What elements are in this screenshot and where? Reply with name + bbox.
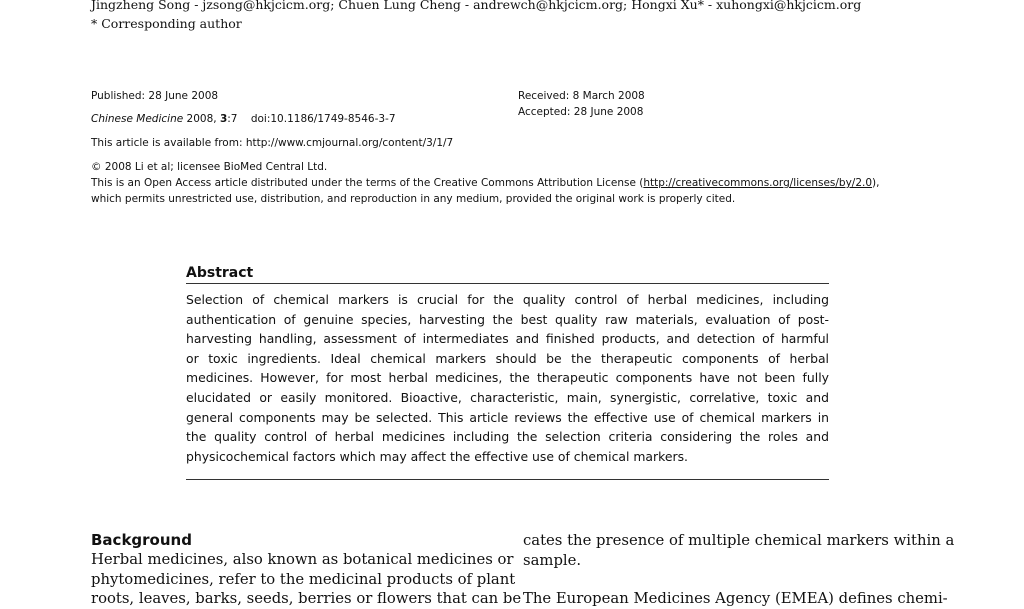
abstract-line: authentication of genuine species, harvesting the best quality raw materials, evaluation of post- — [186, 311, 829, 327]
authors-line: Jingzheng Song - jzsong@hkjcicm.org; Chuen Lung Cheng - andrewch@hkjcicm.org; Hongxi Xu* - xuhongxi@hkjcicm.org — [91, 0, 862, 12]
body-column-right — [523, 531, 955, 609]
abstract-bottom-rule — [186, 479, 829, 480]
abstract-line: elucidated or easily monitored. Bioactive, characteristic, main, synergistic, correlative, toxic and — [186, 389, 829, 405]
published-date: Published: 28 June 2008 — [91, 90, 219, 102]
copyright: © 2008 Li et al; licensee BioMed Central Ltd. — [91, 161, 328, 173]
body-line: Herbal medicines, also known as botanical medicines or — [91, 551, 514, 568]
abstract-section — [186, 263, 829, 466]
abstract-line: harvesting handling, assessment of intermediates and finished products, and detection of harmful — [186, 331, 829, 347]
abstract-line: or toxic ingredients. Ideal chemical markers should be the therapeutic components of herbal — [186, 350, 829, 366]
article-url: This article is available from: http://www.cmjournal.org/content/3/1/7 — [91, 137, 454, 149]
license-link[interactable]: http://creativecommons.org/licenses/by/2.0 — [643, 177, 873, 189]
abstract-line: physicochemical factors which may affect the effective use of chemical markers. — [186, 448, 688, 464]
received-date: Received: 8 March 2008 — [518, 90, 645, 102]
journal-name: Chinese Medicine — [91, 113, 184, 125]
background-heading: Background — [91, 531, 192, 549]
body-line: phytomedicines, refer to the medicinal products of plant — [91, 570, 516, 588]
citation-doi: :7 doi:10.1186/1749-8546-3-7 — [227, 113, 396, 125]
abstract-line: Selection of chemical markers is crucial for the quality control of herbal medicines, including — [186, 292, 829, 307]
abstract-line: the quality control of herbal medicines including the selection criteria considering the roles and — [186, 429, 829, 445]
license-text: This is an Open Access article distributed under the terms of the Creative Commons Attribution License ( — [91, 177, 644, 189]
body-line: sample. — [523, 551, 582, 569]
abstract-line: medicines. However, for most herbal medicines, the therapeutic components have not been fully — [186, 370, 829, 386]
body-line: cates the presence of multiple chemical markers within a — [523, 532, 955, 549]
body-line: The European Medicines Agency (EMEA) defines chemi- — [523, 590, 948, 608]
abstract-heading: Abstract — [186, 265, 254, 281]
license-text-end: ), — [872, 177, 880, 189]
abstract-top-rule — [186, 283, 829, 284]
abstract-line: general components may be selected. This article reviews the effective use of chemical markers in — [186, 409, 829, 425]
citation — [91, 113, 396, 125]
license-line-2: which permits unrestricted use, distribution, and reproduction in any medium, provided the original work is properly cited. — [91, 193, 736, 205]
body-line: roots, leaves, barks, seeds, berries or flowers that can be — [91, 590, 522, 608]
corresponding-author-note: * Corresponding author — [91, 16, 242, 31]
citation-year: 2008, — [183, 113, 220, 125]
license-line-1 — [91, 177, 879, 189]
accepted-date: Accepted: 28 June 2008 — [518, 106, 644, 118]
citation-volume: 3 — [219, 113, 228, 125]
abstract-text — [186, 290, 829, 466]
